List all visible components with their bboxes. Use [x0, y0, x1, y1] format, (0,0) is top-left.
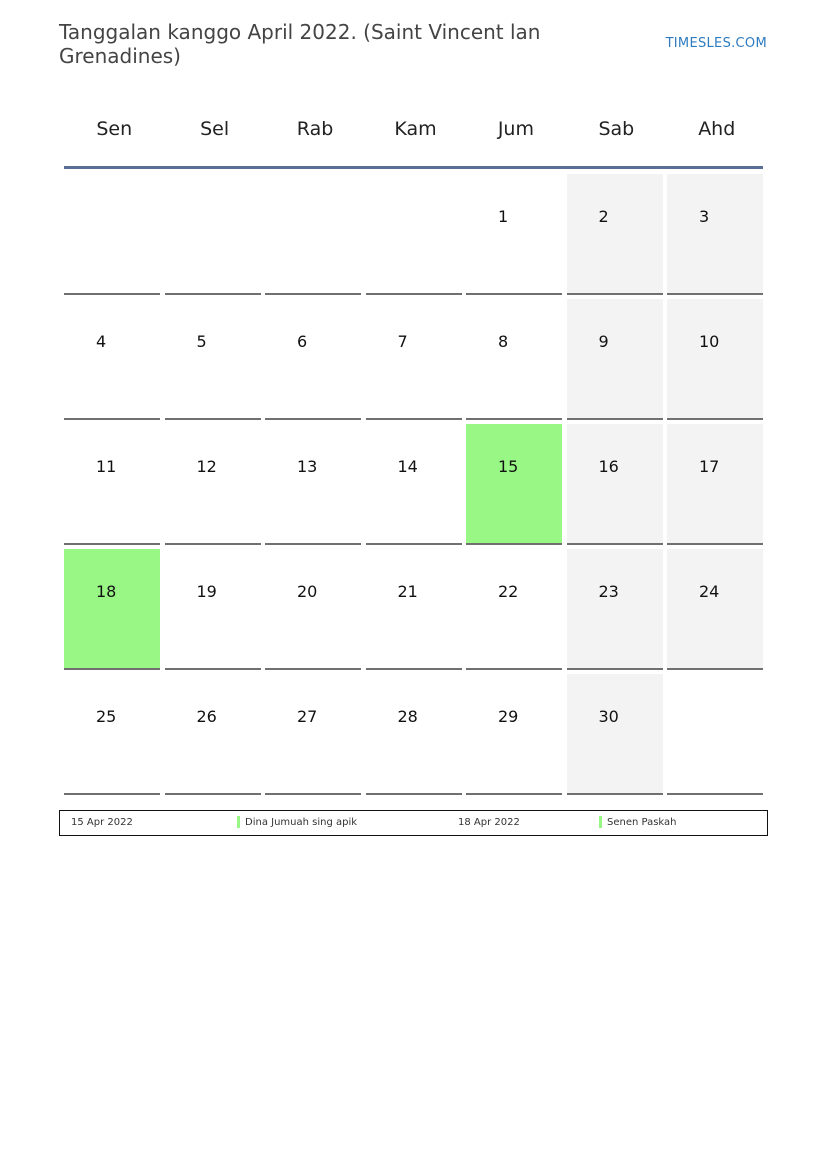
- day-cell: [366, 174, 462, 295]
- day-number: 29: [498, 707, 519, 726]
- day-number: 11: [96, 457, 117, 476]
- day-number: 6: [297, 332, 308, 351]
- day-number: 4: [96, 332, 107, 351]
- day-cell-weekend[interactable]: [667, 424, 763, 545]
- day-cell[interactable]: [64, 674, 160, 795]
- day-cell-weekend[interactable]: [667, 299, 763, 420]
- day-cell: [165, 174, 261, 295]
- day-cell[interactable]: [64, 299, 160, 420]
- day-cell[interactable]: [265, 424, 361, 545]
- day-cell[interactable]: [265, 674, 361, 795]
- weekday-label: Sen: [96, 118, 133, 140]
- day-cell-weekend[interactable]: [567, 299, 663, 420]
- day-cell[interactable]: [265, 549, 361, 670]
- day-number: 13: [297, 457, 318, 476]
- day-cell[interactable]: [366, 674, 462, 795]
- day-number: 1: [498, 207, 509, 226]
- holiday-date: 15 Apr 2022: [71, 817, 133, 828]
- day-number: 10: [699, 332, 720, 351]
- day-cell[interactable]: [466, 674, 562, 795]
- weekday-label: Kam: [394, 118, 437, 140]
- weekday-label: Sel: [200, 118, 230, 140]
- day-number: 14: [397, 457, 418, 476]
- weekday-label: Jum: [497, 118, 534, 140]
- day-cell[interactable]: [466, 549, 562, 670]
- day-number: 19: [196, 582, 217, 601]
- day-number: 5: [196, 332, 207, 351]
- day-cell[interactable]: [466, 299, 562, 420]
- day-cell[interactable]: [165, 299, 261, 420]
- day-cell-weekend[interactable]: [567, 424, 663, 545]
- day-cell-weekend[interactable]: [567, 674, 663, 795]
- weekday-label: Sab: [598, 118, 635, 140]
- weekday-label: Ahd: [698, 118, 736, 140]
- day-number: 9: [598, 332, 609, 351]
- day-cell-weekend[interactable]: [567, 549, 663, 670]
- day-number: 20: [297, 582, 318, 601]
- holiday-name: Senen Paskah: [607, 817, 677, 828]
- day-number: 26: [196, 707, 217, 726]
- week-row: [64, 424, 770, 545]
- day-number: 8: [498, 332, 509, 351]
- day-number: 17: [699, 457, 720, 476]
- day-cell-holiday[interactable]: [466, 424, 562, 545]
- day-cell[interactable]: [366, 299, 462, 420]
- week-row: [64, 299, 770, 420]
- day-number: 22: [498, 582, 519, 601]
- weekday-label: Rab: [296, 118, 334, 140]
- brand-link[interactable]: TIMESLES.COM: [665, 36, 767, 51]
- day-number: 23: [598, 582, 619, 601]
- day-number: 3: [699, 207, 710, 226]
- day-cell[interactable]: [265, 299, 361, 420]
- day-cell[interactable]: [64, 424, 160, 545]
- holiday-name: Dina Jumuah sing apik: [245, 817, 358, 828]
- day-number: 27: [297, 707, 318, 726]
- day-number: 30: [598, 707, 619, 726]
- day-cell-weekend[interactable]: [667, 549, 763, 670]
- day-number: 7: [397, 332, 408, 351]
- day-cell[interactable]: [366, 424, 462, 545]
- header-divider: [64, 166, 763, 169]
- calendar-grid: [64, 174, 770, 799]
- day-number: 2: [598, 207, 609, 226]
- day-cell: [64, 174, 160, 295]
- weekday-header: [64, 112, 763, 146]
- day-cell: [265, 174, 361, 295]
- holiday-date: 18 Apr 2022: [458, 817, 520, 828]
- day-cell[interactable]: [165, 424, 261, 545]
- day-number: 21: [397, 582, 418, 601]
- holiday-legend: [59, 810, 768, 836]
- week-row: [64, 174, 770, 295]
- day-number: 24: [699, 582, 720, 601]
- day-cell[interactable]: [366, 549, 462, 670]
- week-row: [64, 549, 770, 670]
- holiday-color-marker: [599, 816, 602, 828]
- day-cell-empty: [667, 674, 763, 795]
- page-title: Tanggalan kanggo April 2022. (Saint Vincent lan Grenadines): [59, 20, 541, 68]
- day-cell-weekend[interactable]: [667, 174, 763, 295]
- day-cell[interactable]: [466, 174, 562, 295]
- day-number: 15: [498, 457, 519, 476]
- day-number: 28: [397, 707, 418, 726]
- day-cell[interactable]: [165, 674, 261, 795]
- holiday-color-marker: [237, 816, 240, 828]
- day-number: 18: [96, 582, 117, 601]
- week-row: [64, 674, 770, 795]
- day-number: 12: [196, 457, 217, 476]
- day-number: 16: [598, 457, 619, 476]
- day-cell-weekend[interactable]: [567, 174, 663, 295]
- day-cell-holiday[interactable]: [64, 549, 160, 670]
- day-cell[interactable]: [165, 549, 261, 670]
- day-number: 25: [96, 707, 117, 726]
